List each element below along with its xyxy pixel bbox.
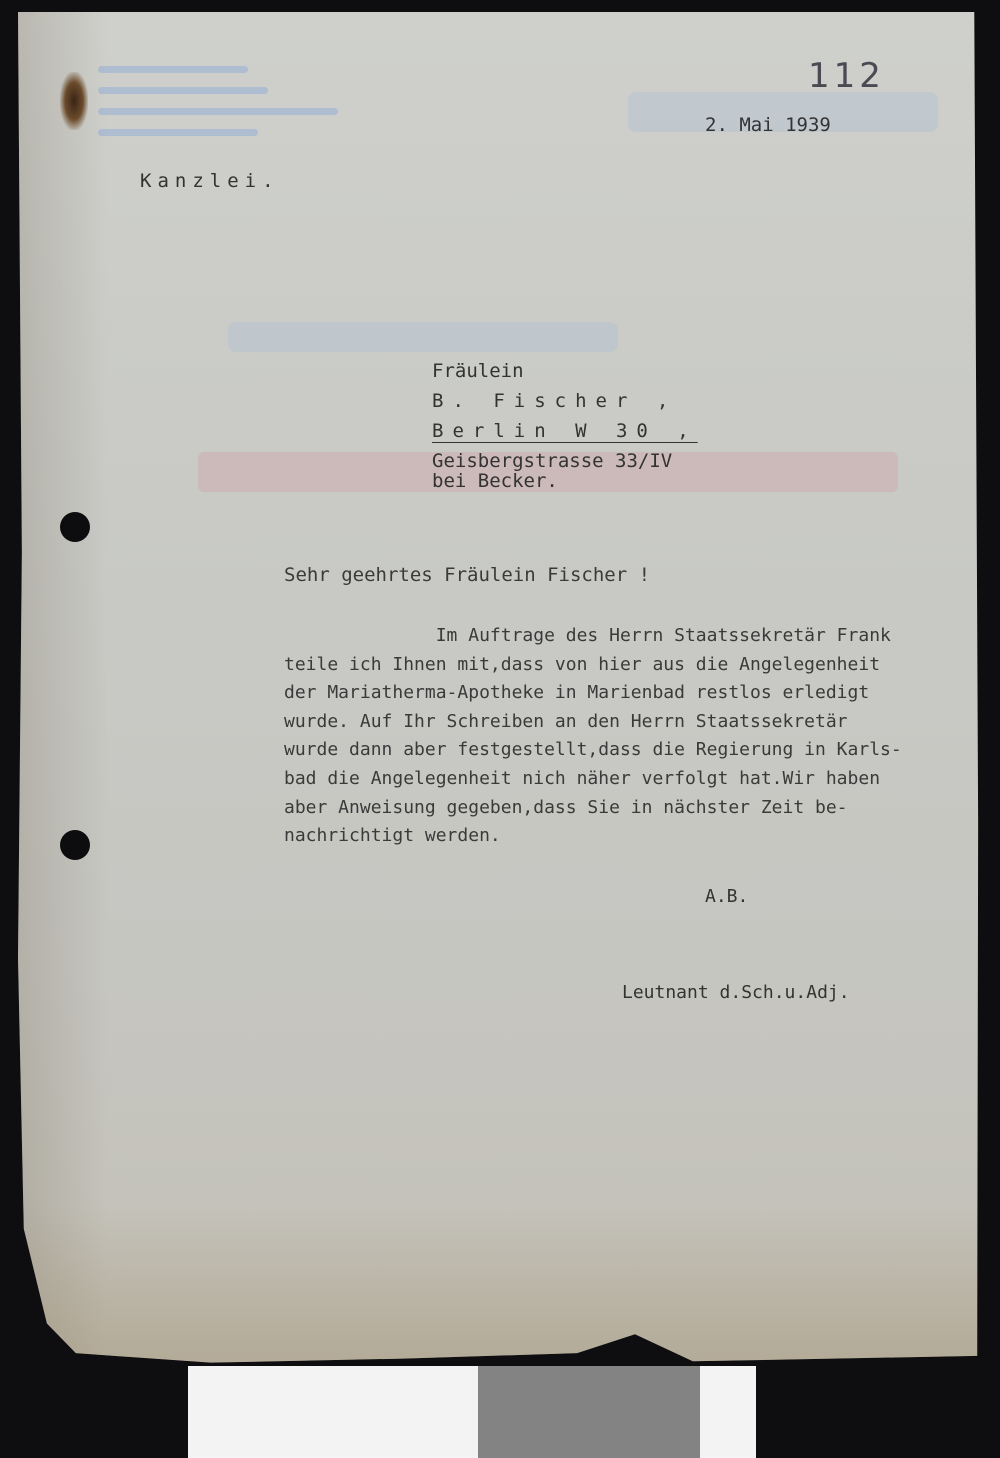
body-line: der Mariatherma-Apotheke in Marienbad restlos erledigt xyxy=(284,682,870,704)
letter-body xyxy=(284,622,974,851)
faded-blue-stamp xyxy=(98,52,358,182)
folio-number: 112 xyxy=(808,56,885,96)
body-line: teile ich Ihnen mit,dass von hier aus die Angelegenheit xyxy=(284,653,881,675)
sender-initials: A.B. xyxy=(705,886,749,907)
department-label: Kanzlei. xyxy=(140,170,280,192)
recipient-city: Berlin W 30 , xyxy=(432,420,698,442)
punch-hole-top xyxy=(60,512,90,542)
recipient-care-of: bei Becker. xyxy=(432,470,558,492)
body-line: Im Auftrage des Herrn Staatssekretär Frank xyxy=(284,625,891,646)
body-line: nachrichtigt werden. xyxy=(284,825,501,847)
letter-date: 2. Mai 1939 xyxy=(705,114,831,136)
scan-grey-patch xyxy=(478,1366,700,1458)
recipient-title: Fräulein xyxy=(432,360,524,382)
signature-title: Leutnant d.Sch.u.Adj. xyxy=(622,982,850,1003)
body-line: wurde dann aber festgestellt,dass die Regierung in Karls- xyxy=(284,739,902,761)
body-line: wurde. Auf Ihr Schreiben an den Herrn Staatssekretär xyxy=(284,710,848,732)
recipient-street: Geisbergstrasse 33/IV xyxy=(432,450,673,472)
punch-hole-bottom xyxy=(60,830,90,860)
salutation: Sehr geehrtes Fräulein Fischer ! xyxy=(284,564,651,586)
body-line: aber Anweisung gegeben,dass Sie in nächster Zeit be- xyxy=(284,796,848,818)
recipient-name: B. Fischer , xyxy=(432,390,678,412)
rust-stain xyxy=(60,72,88,130)
body-line: bad die Angelegenheit nich näher verfolgt hat.Wir haben xyxy=(284,767,881,789)
faded-stamp-center xyxy=(228,322,618,352)
